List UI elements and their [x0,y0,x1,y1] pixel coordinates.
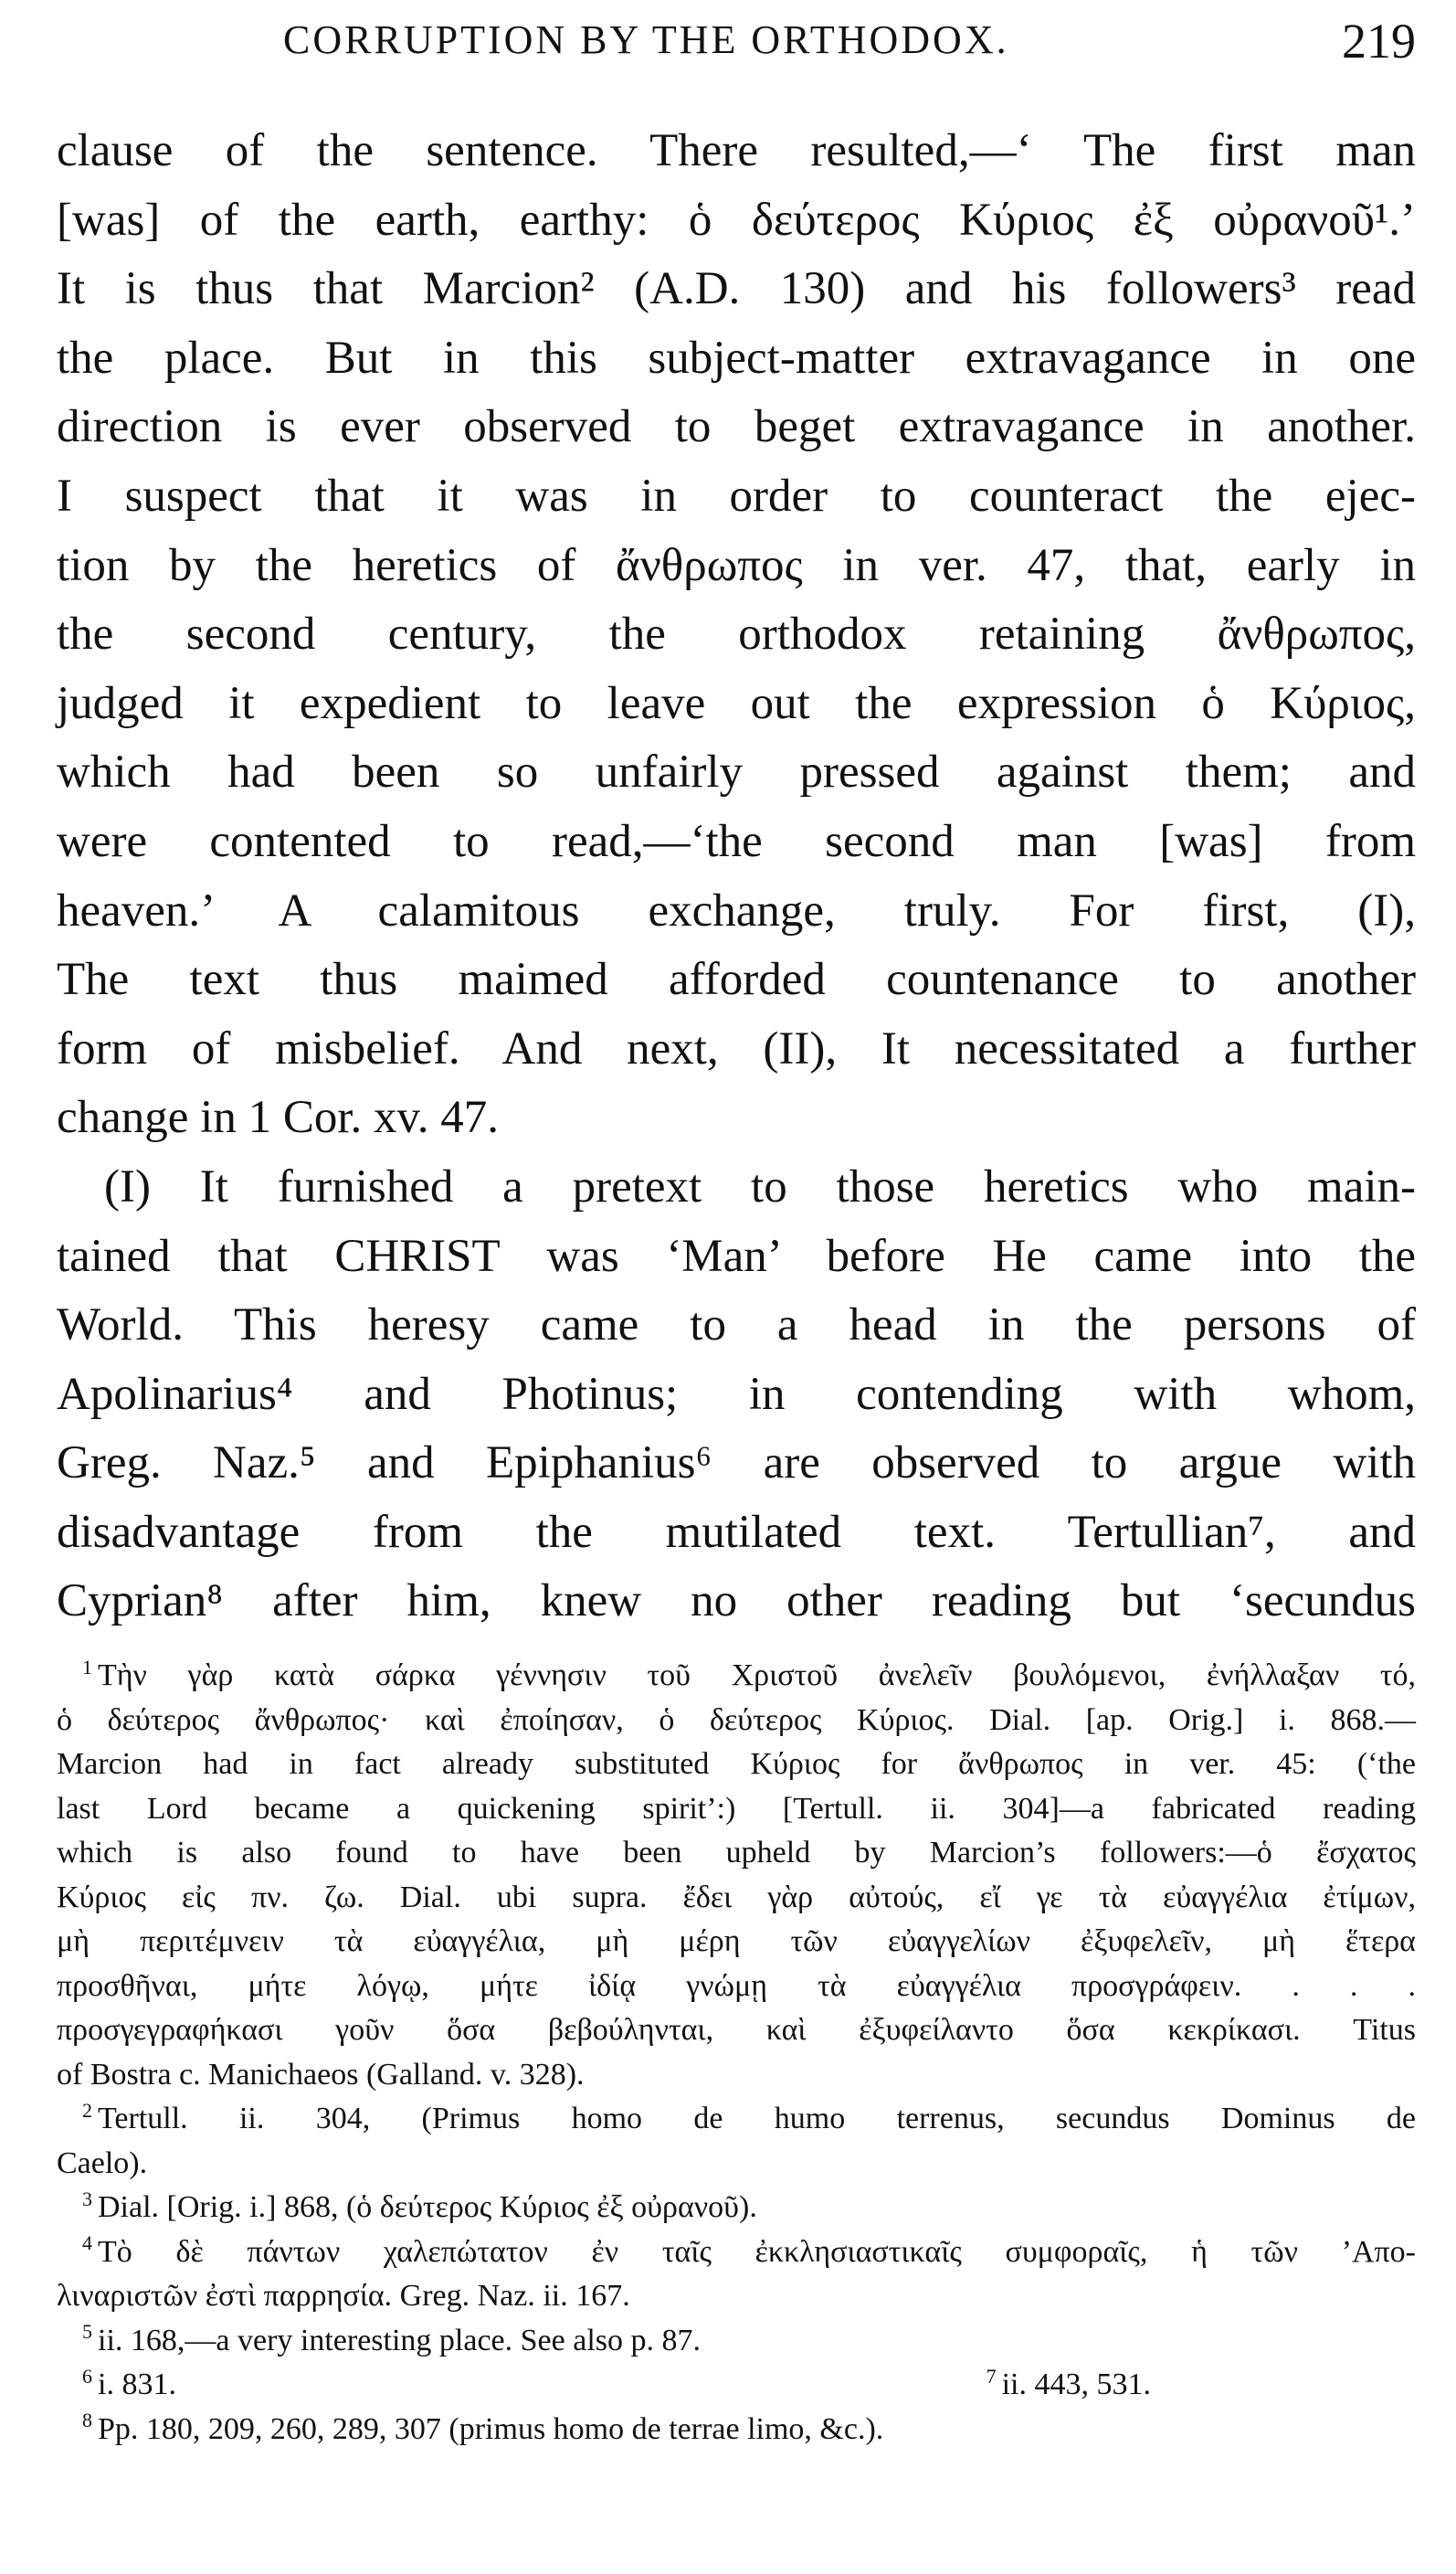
footnote-line: προσθῆναι, μήτε λόγῳ, μήτε ἰδίᾳ γνώμῃ τὰ εὐαγγέλια προσγράφειν. . . . [57,1968,1416,2003]
footnote-text: i. 831. [98,2367,176,2401]
body-line: clause of the sentence. There resulted,—‘ The first man [57,125,1416,176]
footnote-8 [57,2408,1416,2452]
body-line: The text thus maimed afforded countenance to another [57,954,1416,1006]
footnote-line: which is also found to have been upheld by Marcion’s followers:—ὁ ἔσχατος [57,1836,1416,1870]
body-line: (I) It furnished a pretext to those heretics who main- [104,1160,1416,1213]
footnote-line: Tertull. ii. 304, (Primus homo de humo terrenus, secundus Dominus de [98,2102,1416,2135]
footnote-6-7-row [57,2363,1416,2408]
page-header [57,16,1416,71]
footnote-line: last Lord became a quickening spirit’:) [Tertull. ii. 304]—a fabricated reading [57,1791,1416,1826]
footnote-line: of Bostra c. Manichaeos (Galland. v. 328). [57,2057,585,2092]
body-text [57,117,1416,1637]
body-line: heaven.’ A calamitous exchange, truly. For first, (I), [57,884,1416,937]
body-line: tion by the heretics of ἄνθρωπος in ver. 47, that, early in [57,539,1416,591]
footnote-mark: 6 [82,2364,92,2388]
footnote-line: Κύριος εἰς πν. ζω. Dial. ubi supra. ἔδει γὰρ αὐτούς, εἴ γε τὰ εὐαγγέλια ἐτίμων, [57,1880,1416,1914]
body-line: were contented to read,—‘the second man [was] from [57,815,1416,867]
footnote-mark: 5 [82,2320,92,2344]
footnote-3 [57,2186,1416,2230]
footnote-text: ii. 443, 531. [1001,2367,1151,2401]
footnote-mark: 2 [82,2098,92,2122]
body-line: Apolinarius⁴ and Photinus; in contending with whom, [57,1368,1416,1420]
footnote-line: προσγεγραφήκασι γοῦν ὅσα βεβούληνται, καὶ ἐξυφείλαντο ὅσα κεκρίκασι. Titus [57,2013,1416,2047]
footnote-mark: 4 [82,2231,92,2255]
footnote-line: Caelo). [57,2145,148,2180]
footnotes [57,1654,1416,2452]
footnote-line: λιναριστῶν ἐστὶ παρρησία. Greg. Naz. ii. 167. [57,2279,630,2313]
body-line: World. This heresy came to a head in the persons of [57,1299,1416,1351]
body-line: the place. But in this subject-matter extravagance in one [57,332,1416,384]
footnote-1 [57,1654,1416,2097]
footnote-mark: 7 [986,2364,997,2388]
footnote-mark: 3 [82,2187,92,2210]
body-line: the second century, the orthodox retaining ἄνθρωπος, [57,609,1416,661]
footnote-line: Τὴν γὰρ κατὰ σάρκα γέννησιν τοῦ Χριστοῦ ἀνελεῖν βουλόμενοι, ἐνήλλαξαν τό, [98,1658,1416,1692]
footnote-mark: 1 [82,1655,92,1679]
footnote-line: Marcion had in fact already substituted Κύριος for ἄνθρωπος in ver. 45: (‘the [57,1747,1416,1781]
body-line: It is thus that Marcion² (A.D. 130) and his followers³ read [57,263,1416,315]
body-line: disadvantage from the mutilated text. Tertullian⁷, and [57,1506,1416,1558]
footnote-line: ὁ δεύτερος ἄνθρωπος· καὶ ἐποίησαν, ὁ δεύτερος Κύριος. Dial. [ap. Orig.] i. 868.— [57,1702,1416,1737]
footnote-5 [57,2319,1416,2364]
footnote-text: ii. 168,—a very interesting place. See also p. 87. [98,2323,701,2357]
body-line: [was] of the earth, earthy: ὁ δεύτερος Κύριος ἐξ οὐρανοῦ¹.’ [57,194,1416,246]
body-line: direction is ever observed to beget extravagance in another. [57,401,1416,453]
body-line: which had been so unfairly pressed against them; and [57,747,1416,799]
page-number: 219 [1342,14,1416,69]
footnote-line: Τὸ δὲ πάντων χαλεπώτατον ἐν ταῖς ἐκκλησιαστικαῖς συμφοραῖς, ἡ τῶν ’Απο- [98,2234,1416,2269]
footnote-mark: 8 [82,2409,92,2432]
footnote-6 [82,2363,176,2408]
footnote-text: Pp. 180, 209, 260, 289, 307 (primus homo de terrae limo, &c.). [98,2411,884,2446]
body-line: tained that CHRIST was ‘Man’ before He came into the [57,1230,1416,1282]
footnote-2 [57,2097,1416,2186]
body-line: change in 1 Cor. xv. 47. [57,1092,499,1144]
body-line: form of misbelief. And next, (II), It necessitated a further [57,1022,1416,1075]
footnote-line: μὴ περιτέμνειν τὰ εὐαγγέλια, μὴ μέρη τῶν εὐαγγελίων ἐξυφελεῖν, μὴ ἕτερα [57,1924,1416,1958]
running-head: CORRUPTION BY THE ORTHODOX. [283,17,1009,62]
footnote-4 [57,2230,1416,2319]
body-line: Cyprian⁸ after him, knew no other reading but ‘secundus [57,1575,1416,1627]
footnote-text: Dial. [Orig. i.] 868, (ὁ δεύτερος Κύριος ἐξ οὐρανοῦ). [98,2190,757,2224]
body-line: I suspect that it was in order to counteract the ejec- [57,470,1416,522]
body-line: Greg. Naz.⁵ and Epiphanius⁶ are observed to argue with [57,1437,1416,1489]
footnote-7 [986,2363,1416,2408]
body-line: judged it expedient to leave out the expression ὁ Κύριος, [57,677,1416,729]
